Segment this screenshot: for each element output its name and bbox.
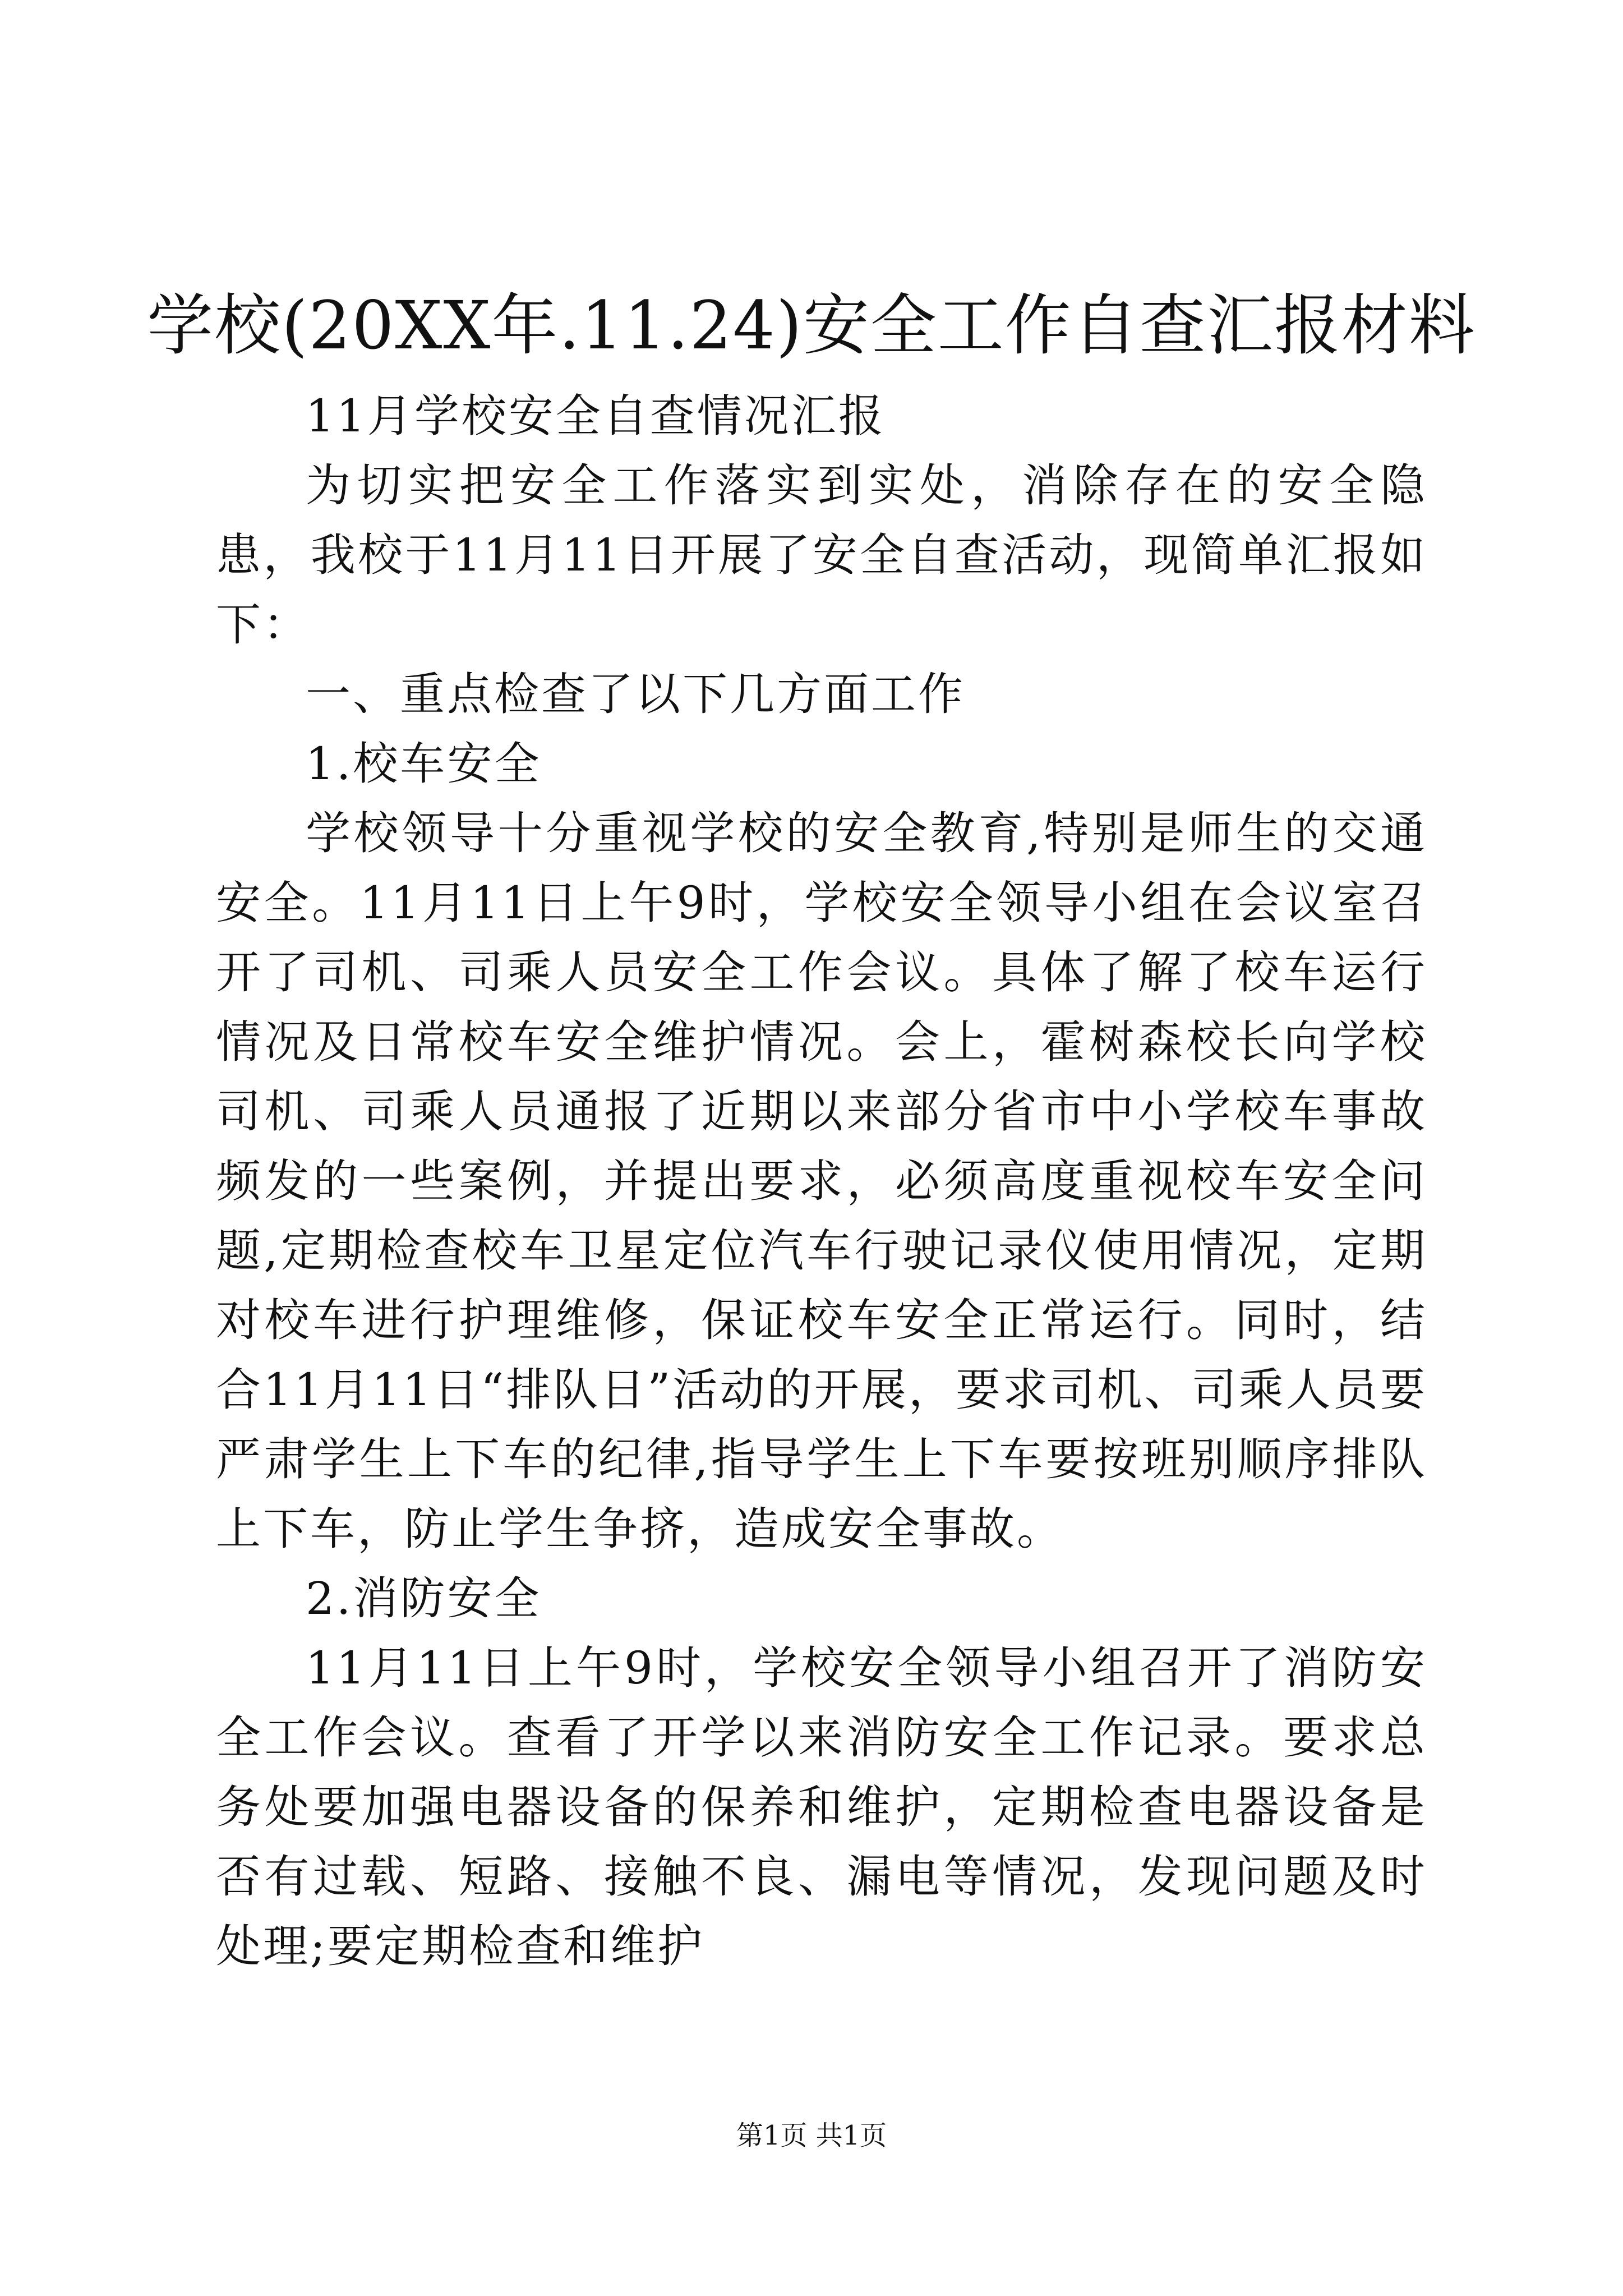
page-footer: 第1页 共1页 [736, 2120, 887, 2151]
section-heading-1: 一、重点检查了以下几方面工作 [306, 668, 965, 720]
paragraph-subtitle: 11月学校安全自查情况汇报 [306, 390, 886, 442]
document-body [216, 381, 1427, 1981]
paragraph-fire-safety: 11月11日上午9时，学校安全领导小组召开了消防安全工作会议。查看了开学以来消防安全工作记录。要求总务处要加强电器设备的保养和维护，定期检查电器设备是否有过载、短路、接触不良、漏电等情况，发现问题及时处理;要定期检查和维护 [216, 1642, 1427, 1972]
paragraph-school-bus: 学校领导十分重视学校的安全教育,特别是师生的交通安全。11月11日上午9时，学校安全领导小组在会议室召开了司机、司乘人员安全工作会议。具体了解了校车运行情况及日常校车安全维护情况。会上，霍树森校长向学校司机、司乘人员通报了近期以来部分省市中小学校车事故频发的一些案例，并提出要求，必须高度重视校车安全问题,定期检查校车卫星定位汽车行驶记录仪使用情况，定期对校车进行护理维修，保证校车安全正常运行。同时，结合11月11日“排队日”活动的开展，要求司机、司乘人员要严肃学生上下车的纪律,指导学生上下车要按班别顺序排队上下车，防止学生争挤，造成安全事故。 [216, 807, 1427, 1555]
subsection-heading-fire-safety: 2.消防安全 [306, 1572, 542, 1625]
document-title: 学校(20XX年.11.24)安全工作自查汇报材料 [147, 287, 1476, 364]
subsection-heading-school-bus: 1.校车安全 [306, 738, 542, 790]
paragraph-intro: 为切实把安全工作落实到实处，消除存在的安全隐患，我校于11月11日开展了安全自查活动，现简单汇报如下： [216, 459, 1427, 651]
